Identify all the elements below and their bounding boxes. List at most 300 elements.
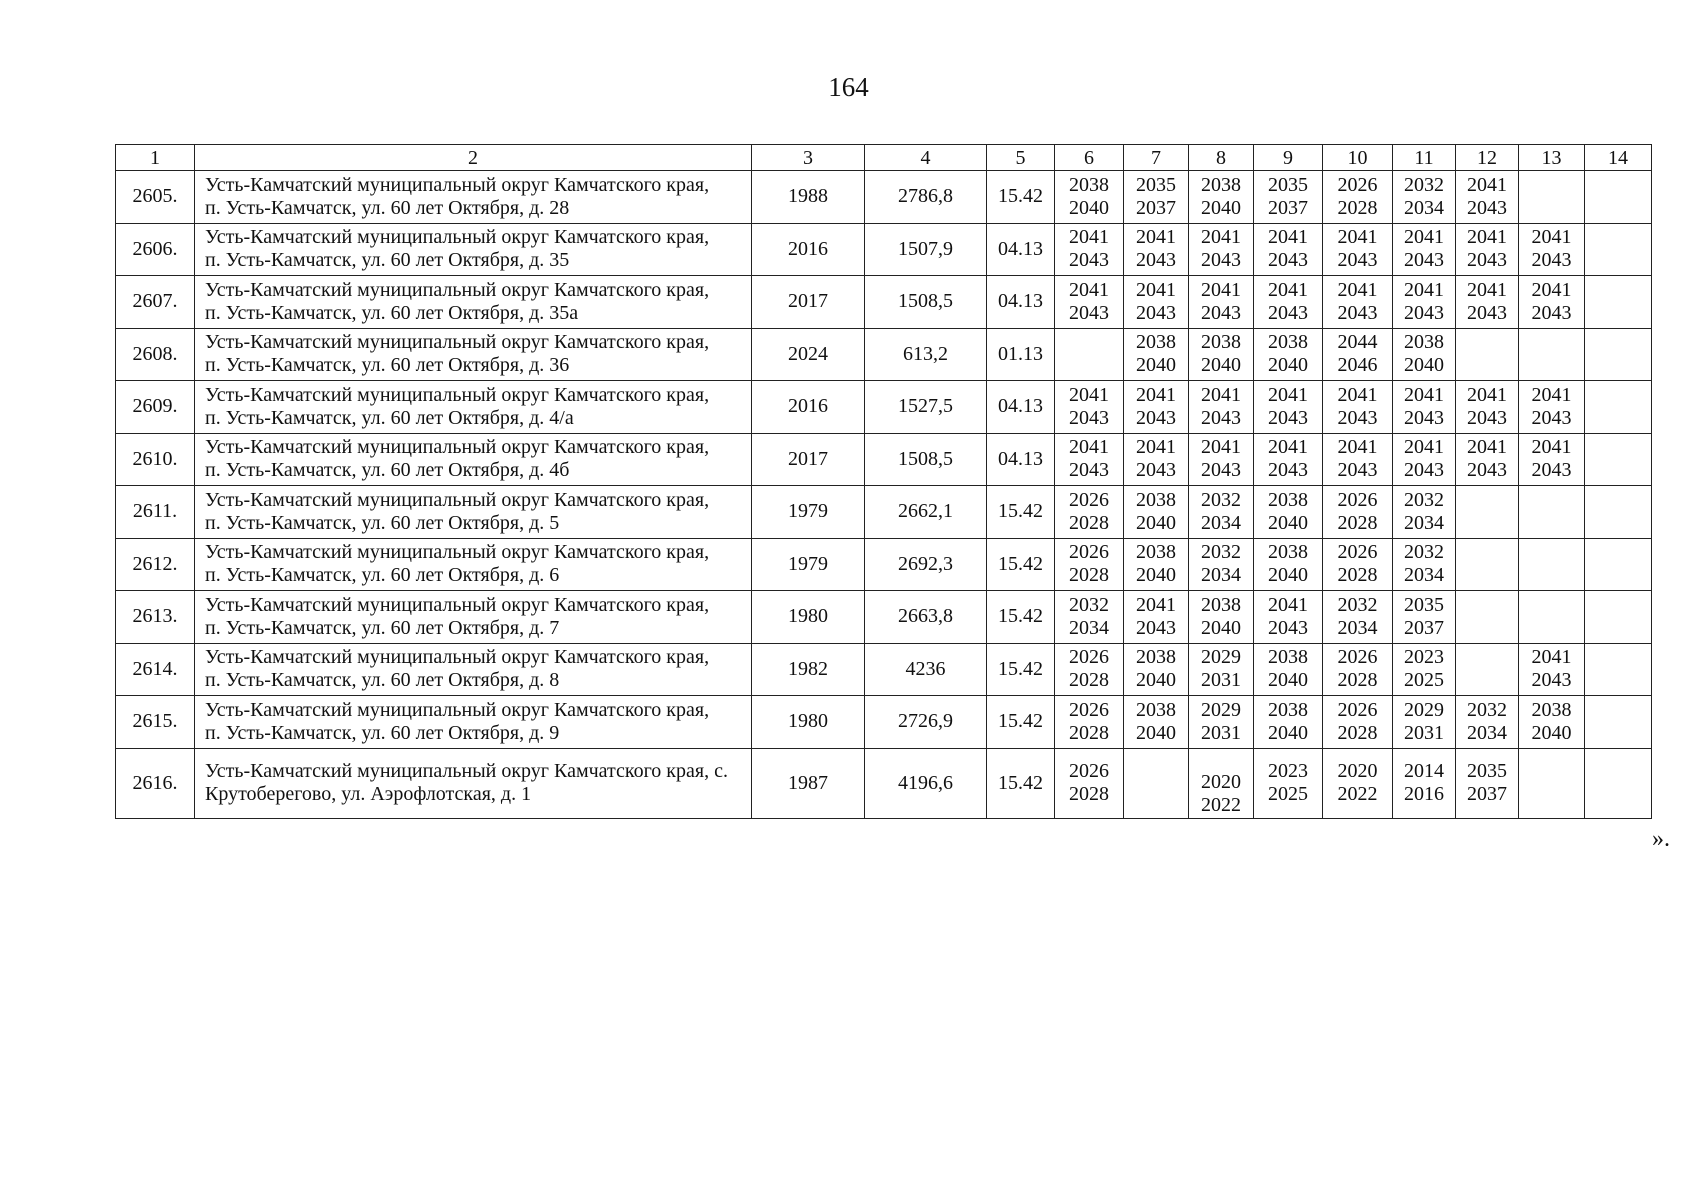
construction-year-cell: 1980 xyxy=(752,591,865,644)
period-cell-12 xyxy=(1456,643,1519,696)
header-cell: 10 xyxy=(1323,145,1393,171)
period-start-year: 2026 xyxy=(1069,698,1109,721)
address-line-1: Усть-Камчатский муниципальный округ Камчатского края, xyxy=(205,541,710,564)
address-line-1: Усть-Камчатский муниципальный округ Камчатского края, xyxy=(205,593,710,616)
period-cell-6 xyxy=(1055,643,1124,696)
table-row xyxy=(116,538,1652,591)
period-end-year: 2040 xyxy=(1268,511,1308,534)
period-cell-9 xyxy=(1254,696,1323,749)
period-start-year: 2041 xyxy=(1268,593,1308,616)
header-cell: 14 xyxy=(1585,145,1652,171)
period-start-year: 2026 xyxy=(1069,646,1109,669)
period-start-year: 2041 xyxy=(1531,226,1572,249)
address-line-1: Усть-Камчатский муниципальный округ Камчатского края, xyxy=(205,173,710,196)
period-start-year: 2041 xyxy=(1337,383,1378,406)
period-cell-7 xyxy=(1124,171,1189,224)
period-cell-12 xyxy=(1456,591,1519,644)
code-cell: 15.42 xyxy=(987,171,1055,224)
code-cell: 15.42 xyxy=(987,538,1055,591)
row-number-cell: 2613. xyxy=(116,591,195,644)
header-cell: 2 xyxy=(195,145,752,171)
period-cell-13 xyxy=(1519,171,1585,224)
period-start-year: 2041 xyxy=(1069,436,1109,459)
period-end-year: 2037 xyxy=(1467,783,1507,805)
header-cell: 6 xyxy=(1055,145,1124,171)
period-start-year: 2041 xyxy=(1268,383,1308,406)
period-start-year: 2041 xyxy=(1136,383,1176,406)
period-cell-8 xyxy=(1189,748,1254,818)
area-cell: 613,2 xyxy=(865,328,987,381)
code-cell: 04.13 xyxy=(987,381,1055,434)
period-end-year: 2043 xyxy=(1069,459,1109,482)
table-row xyxy=(116,591,1652,644)
table-row xyxy=(116,276,1652,329)
period-cell-9 xyxy=(1254,591,1323,644)
period-cell-9 xyxy=(1254,171,1323,224)
address-line-2: п. Усть-Камчатск, ул. 60 лет Октября, д. 36 xyxy=(205,354,570,377)
code-cell: 15.42 xyxy=(987,643,1055,696)
period-start-year: 2041 xyxy=(1467,226,1507,249)
period-start-year: 2041 xyxy=(1531,383,1572,406)
period-start-year: 2032 xyxy=(1404,488,1444,511)
construction-year-cell: 1979 xyxy=(752,538,865,591)
period-cell-7 xyxy=(1124,328,1189,381)
construction-year-cell: 2024 xyxy=(752,328,865,381)
period-cell-11 xyxy=(1393,486,1456,539)
period-cell-7 xyxy=(1124,591,1189,644)
area-cell: 1508,5 xyxy=(865,276,987,329)
period-end-year: 2046 xyxy=(1337,354,1378,377)
address-cell xyxy=(195,328,752,381)
period-cell-7 xyxy=(1124,276,1189,329)
row-number-cell: 2611. xyxy=(116,486,195,539)
period-start-year: 2041 xyxy=(1404,436,1444,459)
period-cell-11 xyxy=(1393,433,1456,486)
period-start-year: 2041 xyxy=(1136,278,1176,301)
period-start-year: 2041 xyxy=(1404,226,1444,249)
period-start-year: 2032 xyxy=(1404,173,1444,196)
period-end-year: 2043 xyxy=(1136,301,1176,324)
period-cell-11 xyxy=(1393,381,1456,434)
period-cell-9 xyxy=(1254,328,1323,381)
period-cell-6 xyxy=(1055,538,1124,591)
area-cell: 2662,1 xyxy=(865,486,987,539)
period-end-year: 2040 xyxy=(1268,669,1308,692)
period-end-year: 2040 xyxy=(1201,354,1241,377)
period-cell-9 xyxy=(1254,748,1323,818)
address-line-2: п. Усть-Камчатск, ул. 60 лет Октября, д. 28 xyxy=(205,196,570,219)
period-end-year: 2043 xyxy=(1268,249,1308,272)
period-cell-7 xyxy=(1124,486,1189,539)
construction-year-cell: 2017 xyxy=(752,433,865,486)
period-start-year: 2038 xyxy=(1069,173,1109,196)
period-cell-8 xyxy=(1189,696,1254,749)
period-end-year: 2043 xyxy=(1404,406,1444,429)
period-cell-9 xyxy=(1254,538,1323,591)
area-cell: 4236 xyxy=(865,643,987,696)
period-start-year: 2041 xyxy=(1268,278,1308,301)
period-start-year: 2038 xyxy=(1268,646,1308,669)
period-start-year: 2041 xyxy=(1201,383,1241,406)
period-cell-8 xyxy=(1189,591,1254,644)
period-end-year: 2043 xyxy=(1531,301,1572,324)
period-end-year: 2028 xyxy=(1337,196,1378,219)
period-end-year: 2043 xyxy=(1467,196,1507,219)
period-start-year: 2041 xyxy=(1467,436,1507,459)
period-end-year: 2040 xyxy=(1531,721,1572,744)
period-start-year: 2026 xyxy=(1337,541,1378,564)
period-start-year: 2038 xyxy=(1136,698,1176,721)
period-end-year: 2043 xyxy=(1531,459,1572,482)
table-header-row xyxy=(116,145,1652,171)
period-cell-9 xyxy=(1254,381,1323,434)
period-end-year: 2043 xyxy=(1201,459,1241,482)
table-row xyxy=(116,433,1652,486)
period-end-year: 2034 xyxy=(1404,196,1444,219)
address-line-1: Усть-Камчатский муниципальный округ Камчатского края, xyxy=(205,226,710,249)
period-end-year: 2040 xyxy=(1268,354,1308,377)
period-end-year: 2034 xyxy=(1404,511,1444,534)
address-line-1: Усть-Камчатский муниципальный округ Камчатского края, xyxy=(205,278,710,301)
period-end-year: 2040 xyxy=(1268,721,1308,744)
address-cell xyxy=(195,171,752,224)
construction-year-cell: 1980 xyxy=(752,696,865,749)
period-end-year: 2028 xyxy=(1069,669,1109,692)
period-end-year: 2043 xyxy=(1069,301,1109,324)
table-row xyxy=(116,223,1652,276)
period-end-year: 2043 xyxy=(1337,459,1378,482)
period-cell-10 xyxy=(1323,328,1393,381)
period-cell-13 xyxy=(1519,276,1585,329)
period-cell-13 xyxy=(1519,591,1585,644)
row-number-cell: 2606. xyxy=(116,223,195,276)
period-cell-12 xyxy=(1456,171,1519,224)
period-start-year: 2014 xyxy=(1404,760,1444,782)
period-cell-13 xyxy=(1519,643,1585,696)
code-cell: 15.42 xyxy=(987,591,1055,644)
period-start-year: 2041 xyxy=(1531,278,1572,301)
address-line-2: п. Усть-Камчатск, ул. 60 лет Октября, д. 7 xyxy=(205,616,560,639)
table-row xyxy=(116,171,1652,224)
period-start-year: 2038 xyxy=(1531,698,1572,721)
header-cell: 13 xyxy=(1519,145,1585,171)
period-cell-14 xyxy=(1585,223,1652,276)
row-number-cell: 2608. xyxy=(116,328,195,381)
period-cell-14 xyxy=(1585,486,1652,539)
period-cell-12 xyxy=(1456,696,1519,749)
period-start-year: 2026 xyxy=(1337,488,1378,511)
period-cell-13 xyxy=(1519,486,1585,539)
period-end-year: 2043 xyxy=(1467,459,1507,482)
period-end-year: 2043 xyxy=(1136,406,1176,429)
period-start-year: 2041 xyxy=(1136,593,1176,616)
period-end-year: 2031 xyxy=(1201,721,1241,744)
period-start-year: 2041 xyxy=(1136,226,1176,249)
period-cell-8 xyxy=(1189,171,1254,224)
period-cell-10 xyxy=(1323,643,1393,696)
address-line-2: п. Усть-Камчатск, ул. 60 лет Октября, д. 4/а xyxy=(205,406,574,429)
period-start-year: 2041 xyxy=(1337,278,1378,301)
period-cell-7 xyxy=(1124,643,1189,696)
period-start-year: 2041 xyxy=(1268,436,1308,459)
period-end-year: 2043 xyxy=(1404,459,1444,482)
period-end-year: 2028 xyxy=(1069,783,1109,805)
period-end-year: 2043 xyxy=(1201,301,1241,324)
construction-year-cell: 1979 xyxy=(752,486,865,539)
header-cell: 9 xyxy=(1254,145,1323,171)
period-cell-6 xyxy=(1055,381,1124,434)
period-end-year: 2037 xyxy=(1404,616,1444,639)
period-start-year: 2032 xyxy=(1201,488,1241,511)
period-end-year: 2040 xyxy=(1201,616,1241,639)
period-cell-14 xyxy=(1585,171,1652,224)
address-line-1: Усть-Камчатский муниципальный округ Камчатского края, xyxy=(205,436,710,459)
period-cell-11 xyxy=(1393,748,1456,818)
period-end-year: 2043 xyxy=(1136,616,1176,639)
period-start-year: 2041 xyxy=(1467,383,1507,406)
period-cell-8 xyxy=(1189,223,1254,276)
period-start-year: 2041 xyxy=(1467,278,1507,301)
period-start-year: 2041 xyxy=(1467,173,1507,196)
period-cell-6 xyxy=(1055,328,1124,381)
address-line-2: п. Усть-Камчатск, ул. 60 лет Октября, д. 9 xyxy=(205,721,560,744)
period-end-year: 2040 xyxy=(1136,564,1176,587)
row-number-cell: 2609. xyxy=(116,381,195,434)
period-start-year: 2041 xyxy=(1201,436,1241,459)
period-end-year: 2040 xyxy=(1201,196,1241,219)
address-cell xyxy=(195,748,752,818)
period-end-year: 2022 xyxy=(1201,794,1241,816)
period-cell-13 xyxy=(1519,328,1585,381)
table-row xyxy=(116,381,1652,434)
period-end-year: 2043 xyxy=(1268,301,1308,324)
period-cell-10 xyxy=(1323,433,1393,486)
period-end-year: 2040 xyxy=(1136,669,1176,692)
period-end-year: 2040 xyxy=(1136,511,1176,534)
period-start-year: 2026 xyxy=(1069,488,1109,511)
period-end-year: 2034 xyxy=(1467,721,1507,744)
period-cell-12 xyxy=(1456,223,1519,276)
period-cell-13 xyxy=(1519,748,1585,818)
period-cell-8 xyxy=(1189,328,1254,381)
period-end-year: 2043 xyxy=(1201,249,1241,272)
period-start-year: 2038 xyxy=(1201,173,1241,196)
construction-year-cell: 2016 xyxy=(752,223,865,276)
period-end-year: 2028 xyxy=(1069,721,1109,744)
period-cell-7 xyxy=(1124,381,1189,434)
address-line-1: Усть-Камчатский муниципальный округ Камчатского края, xyxy=(205,698,710,721)
period-end-year: 2043 xyxy=(1136,249,1176,272)
period-end-year: 2043 xyxy=(1531,249,1572,272)
address-cell xyxy=(195,276,752,329)
period-cell-10 xyxy=(1323,538,1393,591)
period-start-year: 2026 xyxy=(1337,698,1378,721)
address-cell xyxy=(195,486,752,539)
code-cell: 04.13 xyxy=(987,223,1055,276)
period-end-year: 2043 xyxy=(1201,406,1241,429)
period-start-year: 2035 xyxy=(1136,173,1176,196)
period-cell-7 xyxy=(1124,538,1189,591)
period-end-year: 2043 xyxy=(1467,406,1507,429)
period-cell-9 xyxy=(1254,643,1323,696)
period-start-year: 2026 xyxy=(1069,760,1109,782)
period-start-year: 2041 xyxy=(1069,278,1109,301)
table-row xyxy=(116,643,1652,696)
period-end-year: 2043 xyxy=(1531,406,1572,429)
period-start-year: 2041 xyxy=(1268,226,1308,249)
area-cell: 4196,6 xyxy=(865,748,987,818)
period-cell-13 xyxy=(1519,538,1585,591)
period-cell-6 xyxy=(1055,276,1124,329)
period-start-year: 2035 xyxy=(1467,760,1507,782)
address-line-1: Усть-Камчатский муниципальный округ Камчатского края, xyxy=(205,383,710,406)
period-cell-12 xyxy=(1456,486,1519,539)
period-cell-14 xyxy=(1585,696,1652,749)
period-end-year: 2043 xyxy=(1531,669,1572,692)
period-end-year: 2040 xyxy=(1404,354,1444,377)
address-cell xyxy=(195,591,752,644)
period-cell-6 xyxy=(1055,748,1124,818)
row-number-cell: 2614. xyxy=(116,643,195,696)
period-cell-6 xyxy=(1055,696,1124,749)
period-cell-11 xyxy=(1393,696,1456,749)
area-cell: 1508,5 xyxy=(865,433,987,486)
construction-year-cell: 1982 xyxy=(752,643,865,696)
period-end-year: 2028 xyxy=(1337,511,1378,534)
period-start-year: 2038 xyxy=(1201,593,1241,616)
period-start-year: 2041 xyxy=(1404,278,1444,301)
period-end-year: 2043 xyxy=(1069,406,1109,429)
period-cell-8 xyxy=(1189,276,1254,329)
period-start-year: 2023 xyxy=(1404,646,1444,669)
address-cell xyxy=(195,381,752,434)
period-end-year: 2028 xyxy=(1069,564,1109,587)
period-cell-14 xyxy=(1585,643,1652,696)
address-line-2: Крутоберегово, ул. Аэрофлотская, д. 1 xyxy=(205,783,532,805)
period-start-year: 2038 xyxy=(1136,488,1176,511)
period-start-year: 2044 xyxy=(1337,331,1378,354)
construction-year-cell: 2017 xyxy=(752,276,865,329)
period-start-year: 2038 xyxy=(1268,331,1308,354)
period-cell-14 xyxy=(1585,276,1652,329)
period-end-year: 2028 xyxy=(1337,721,1378,744)
address-cell xyxy=(195,538,752,591)
header-cell: 7 xyxy=(1124,145,1189,171)
period-end-year: 2040 xyxy=(1136,354,1176,377)
row-number-cell: 2616. xyxy=(116,748,195,818)
period-end-year: 2028 xyxy=(1337,564,1378,587)
period-start-year: 2020 xyxy=(1337,760,1378,782)
period-end-year: 2040 xyxy=(1069,196,1109,219)
period-cell-14 xyxy=(1585,328,1652,381)
area-cell: 1507,9 xyxy=(865,223,987,276)
address-line-1: Усть-Камчатский муниципальный округ Камчатского края, xyxy=(205,331,710,354)
period-end-year: 2040 xyxy=(1136,721,1176,744)
address-cell xyxy=(195,223,752,276)
period-start-year: 2041 xyxy=(1404,383,1444,406)
period-cell-12 xyxy=(1456,433,1519,486)
code-cell: 15.42 xyxy=(987,486,1055,539)
period-start-year: 2041 xyxy=(1069,226,1109,249)
period-cell-7 xyxy=(1124,696,1189,749)
period-cell-9 xyxy=(1254,486,1323,539)
period-start-year: 2032 xyxy=(1467,698,1507,721)
area-cell: 2663,8 xyxy=(865,591,987,644)
period-cell-7 xyxy=(1124,748,1189,818)
period-end-year: 2043 xyxy=(1337,301,1378,324)
period-end-year: 2016 xyxy=(1404,783,1444,805)
period-cell-10 xyxy=(1323,486,1393,539)
period-cell-7 xyxy=(1124,433,1189,486)
period-cell-10 xyxy=(1323,381,1393,434)
period-start-year: 2035 xyxy=(1404,593,1444,616)
period-cell-8 xyxy=(1189,643,1254,696)
code-cell: 04.13 xyxy=(987,433,1055,486)
period-cell-14 xyxy=(1585,591,1652,644)
period-end-year: 2025 xyxy=(1404,669,1444,692)
address-line-2: п. Усть-Камчатск, ул. 60 лет Октября, д. 6 xyxy=(205,564,560,587)
period-end-year: 2043 xyxy=(1337,406,1378,429)
period-start-year: 2038 xyxy=(1268,541,1308,564)
row-number-cell: 2612. xyxy=(116,538,195,591)
period-end-year: 2031 xyxy=(1201,669,1241,692)
period-start-year: 2038 xyxy=(1268,698,1308,721)
period-end-year: 2022 xyxy=(1337,783,1378,805)
period-end-year: 2043 xyxy=(1268,616,1308,639)
address-line-2: п. Усть-Камчатск, ул. 60 лет Октября, д. 5 xyxy=(205,511,560,534)
area-cell: 2786,8 xyxy=(865,171,987,224)
period-cell-9 xyxy=(1254,223,1323,276)
period-end-year: 2040 xyxy=(1268,564,1308,587)
code-cell: 15.42 xyxy=(987,696,1055,749)
period-cell-12 xyxy=(1456,276,1519,329)
period-end-year: 2034 xyxy=(1201,511,1241,534)
period-cell-8 xyxy=(1189,538,1254,591)
period-cell-10 xyxy=(1323,696,1393,749)
closing-quote-mark: ». xyxy=(1652,826,1670,852)
period-cell-11 xyxy=(1393,171,1456,224)
period-cell-10 xyxy=(1323,276,1393,329)
code-cell: 01.13 xyxy=(987,328,1055,381)
period-cell-10 xyxy=(1323,223,1393,276)
period-cell-7 xyxy=(1124,223,1189,276)
period-cell-11 xyxy=(1393,276,1456,329)
table-body xyxy=(116,171,1652,819)
period-cell-13 xyxy=(1519,433,1585,486)
registry-table xyxy=(115,144,1652,819)
period-end-year: 2031 xyxy=(1404,721,1444,744)
period-start-year: 2029 xyxy=(1404,698,1444,721)
address-line-2: п. Усть-Камчатск, ул. 60 лет Октября, д. 8 xyxy=(205,669,560,692)
period-cell-9 xyxy=(1254,276,1323,329)
period-cell-12 xyxy=(1456,381,1519,434)
period-start-year: 2038 xyxy=(1136,646,1176,669)
period-end-year: 2043 xyxy=(1069,249,1109,272)
header-cell: 5 xyxy=(987,145,1055,171)
period-start-year: 2041 xyxy=(1531,436,1572,459)
address-cell xyxy=(195,696,752,749)
period-end-year: 2043 xyxy=(1467,301,1507,324)
header-cell: 12 xyxy=(1456,145,1519,171)
period-end-year: 2025 xyxy=(1268,783,1308,805)
period-cell-14 xyxy=(1585,748,1652,818)
page-number: 164 xyxy=(828,72,869,102)
construction-year-cell: 2016 xyxy=(752,381,865,434)
period-start-year: 2038 xyxy=(1268,488,1308,511)
period-cell-14 xyxy=(1585,433,1652,486)
address-line-2: п. Усть-Камчатск, ул. 60 лет Октября, д. 35а xyxy=(205,301,579,324)
period-start-year: 2029 xyxy=(1201,646,1241,669)
